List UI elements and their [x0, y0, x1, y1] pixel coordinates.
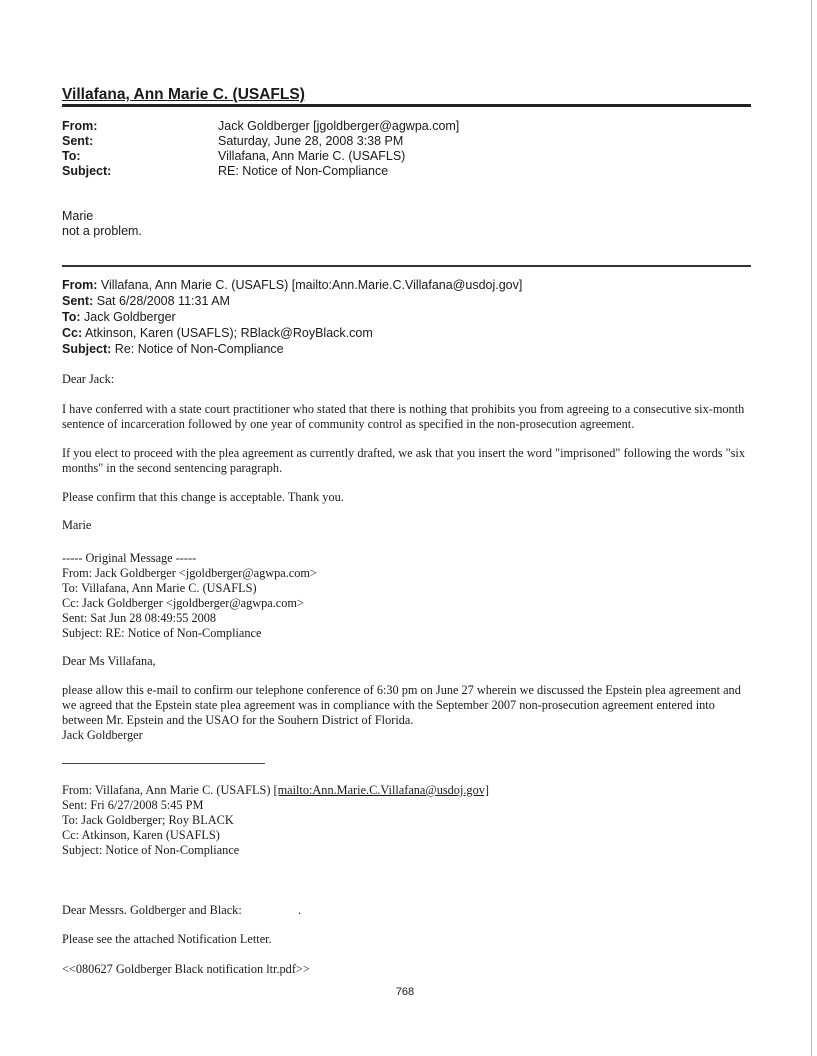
forwarded-paragraph-1: I have conferred with a state court practitioner who stated that there is nothing that prohibits you from agreeing to a consecutive six-month sentence of incarceration followed by one year of community control as specified in the non-prosecution agreement.: [62, 402, 745, 431]
page-number: 768: [395, 986, 415, 998]
forwarded-cc-row: [62, 325, 373, 341]
earliest-stray-mark: .: [298, 903, 302, 917]
forwarded-sent-value: Sat 6/28/2008 11:31 AM: [96, 294, 230, 308]
reply-from-value: Jack Goldberger [jgoldberger@agwpa.com]: [218, 119, 460, 133]
forwarded-sent-row: [62, 293, 230, 309]
forwarded-from-label: From:: [62, 278, 98, 292]
forwarded-to-value: Jack Goldberger: [84, 310, 176, 324]
earliest-greeting: Dear Messrs. Goldberger and Black:: [62, 903, 242, 917]
forward-rule: [62, 265, 751, 267]
reply-body-line1: Marie: [62, 209, 94, 223]
reply-from-label: From:: [62, 119, 98, 133]
original-greeting: Dear Ms Villafana,: [62, 654, 156, 668]
forwarded-to-row: [62, 309, 176, 325]
original-body: please allow this e-mail to confirm our telephone conference of 6:30 pm on June 27 wherein we discussed the Epstein plea agreement and we agreed that the Epstein state plea agreement was in compliance with the September 2007 non-prosecution agreement entered into between Mr. Epstein and the USAO for the Souhern District of Florida.: [62, 683, 741, 727]
forwarded-subject-label: Subject:: [62, 342, 112, 356]
earliest-body: Please see the attached Notification Letter.: [62, 932, 272, 946]
reply-subject-value: RE: Notice of Non-Compliance: [218, 164, 389, 178]
earliest-from: [62, 783, 489, 798]
earliest-attachment[interactable]: <<080627 Goldberger Black notification ltr.pdf>>: [62, 962, 310, 976]
forwarded-paragraph-2: If you elect to proceed with the plea agreement as currently drafted, we ask that you insert the word "imprisoned" following the words "six months" in the second sentencing paragraph.: [62, 446, 745, 475]
reply-to-label: To:: [62, 149, 81, 163]
page-edge-shadow: [811, 0, 812, 1056]
forwarded-cc-label: Cc:: [62, 326, 83, 340]
earliest-sent: Sent: Fri 6/27/2008 5:45 PM: [62, 798, 204, 812]
forwarded-subject-value: Re: Notice of Non-Compliance: [114, 342, 284, 356]
forwarded-subject-row: [62, 341, 284, 357]
original-cc: Cc: Jack Goldberger <jgoldberger@agwpa.com>: [62, 596, 304, 610]
reply-subject-label: Subject:: [62, 164, 112, 178]
original-subject: Subject: RE: Notice of Non-Compliance: [62, 626, 262, 640]
forwarded-to-label: To:: [62, 310, 81, 324]
original-sent: Sent: Sat Jun 28 08:49:55 2008: [62, 611, 217, 625]
forwarded-cc-value: Atkinson, Karen (USAFLS); RBlack@RoyBlack.com: [84, 326, 373, 340]
original-short-rule: [62, 763, 265, 764]
earliest-to: To: Jack Goldberger; Roy BLACK: [62, 813, 234, 827]
original-signature: Jack Goldberger: [62, 728, 143, 742]
forwarded-sent-label: Sent:: [62, 294, 94, 308]
reply-to-value: Villafana, Ann Marie C. (USAFLS): [218, 149, 406, 163]
forwarded-greeting: Dear Jack:: [62, 372, 115, 386]
earliest-mailto-link[interactable]: [mailto:Ann.Marie.C.Villafana@usdoj.gov]: [273, 783, 489, 797]
earliest-from-text: From: Villafana, Ann Marie C. (USAFLS): [62, 783, 274, 797]
original-to: To: Villafana, Ann Marie C. (USAFLS): [62, 581, 257, 595]
reply-sent-value: Saturday, June 28, 2008 3:38 PM: [218, 134, 404, 148]
original-divider: ----- Original Message -----: [62, 551, 197, 565]
forwarded-from-value: Villafana, Ann Marie C. (USAFLS) [mailto:Ann.Marie.C.Villafana@usdoj.gov]: [100, 278, 523, 292]
reply-body-line2: not a problem.: [62, 224, 142, 238]
header-rule: [62, 104, 751, 107]
earliest-cc: Cc: Atkinson, Karen (USAFLS): [62, 828, 220, 842]
mailbox-owner-header: Villafana, Ann Marie C. (USAFLS): [62, 86, 305, 103]
original-from: From: Jack Goldberger <jgoldberger@agwpa.com>: [62, 566, 317, 580]
earliest-subject: Subject: Notice of Non-Compliance: [62, 843, 240, 857]
forwarded-from-row: [62, 277, 522, 293]
reply-sent-label: Sent:: [62, 134, 94, 148]
forwarded-paragraph-3: Please confirm that this change is acceptable. Thank you.: [62, 490, 344, 504]
forwarded-signoff: Marie: [62, 518, 92, 532]
